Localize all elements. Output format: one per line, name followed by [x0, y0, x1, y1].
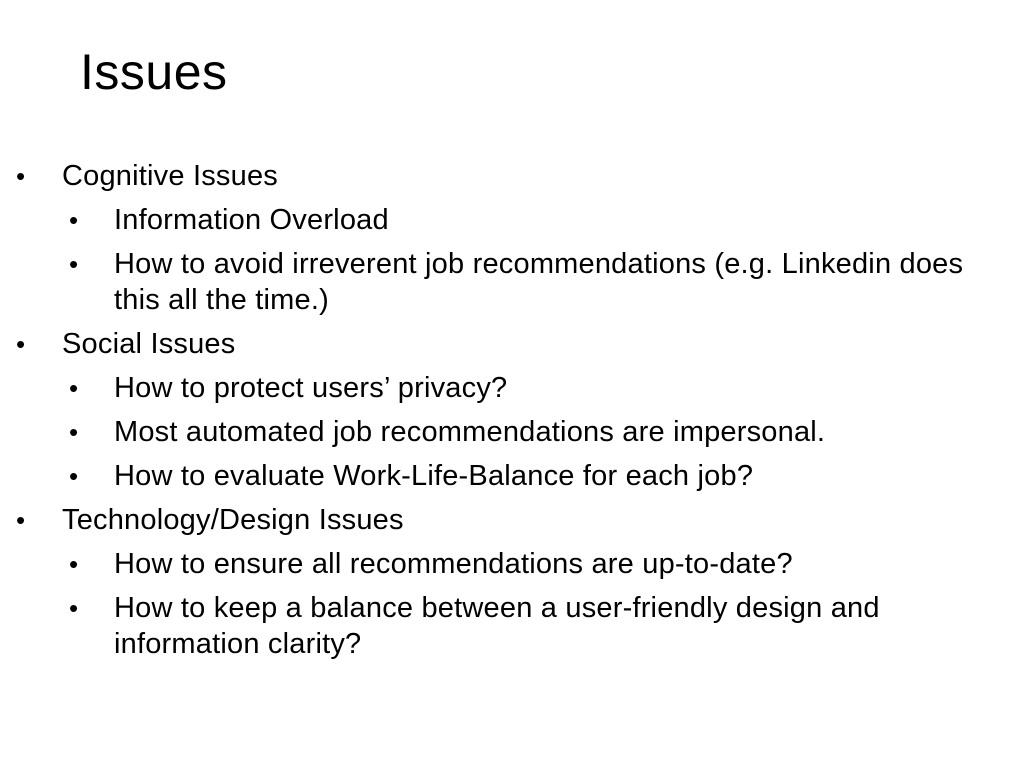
section-heading-text: Cognitive Issues — [62, 160, 278, 192]
section-heading-text: Social Issues — [62, 328, 236, 360]
bullet-icon: • — [69, 249, 79, 279]
list-item-text: How to keep a balance between a user-friendly design and information clarity? — [114, 592, 880, 660]
section-heading — [0, 326, 1000, 362]
list-item — [0, 546, 984, 582]
list-item-text: How to evaluate Work-Life-Balance for each job? — [114, 460, 754, 492]
bullet-icon: • — [16, 329, 26, 359]
bullet-icon: • — [69, 373, 79, 403]
list-item — [0, 202, 984, 238]
bullet-icon: • — [69, 549, 79, 579]
section-heading — [0, 158, 1000, 194]
bullet-icon: • — [69, 417, 79, 447]
list-item-text: How to avoid irreverent job recommendations (e.g. Linkedin does this all the time.) — [114, 248, 964, 316]
list-item-text: How to protect users’ privacy? — [114, 372, 508, 404]
list-item-text: How to ensure all recommendations are up-to-date? — [114, 548, 793, 580]
section-heading — [0, 502, 1000, 538]
bullet-icon: • — [69, 593, 79, 623]
bullet-icon: • — [69, 461, 79, 491]
list-item — [0, 246, 984, 318]
list-item — [0, 370, 984, 406]
list-item-text: Information Overload — [114, 204, 389, 236]
section-heading-text: Technology/Design Issues — [62, 504, 404, 536]
bullet-icon: • — [16, 505, 26, 535]
slide-title: Issues — [80, 44, 228, 100]
bullet-icon: • — [69, 205, 79, 235]
list-item — [0, 590, 984, 662]
list-item — [0, 458, 984, 494]
bullet-list — [0, 158, 1000, 662]
list-item — [0, 414, 984, 450]
bullet-icon: • — [16, 161, 26, 191]
list-item-text: Most automated job recommendations are impersonal. — [114, 416, 826, 448]
